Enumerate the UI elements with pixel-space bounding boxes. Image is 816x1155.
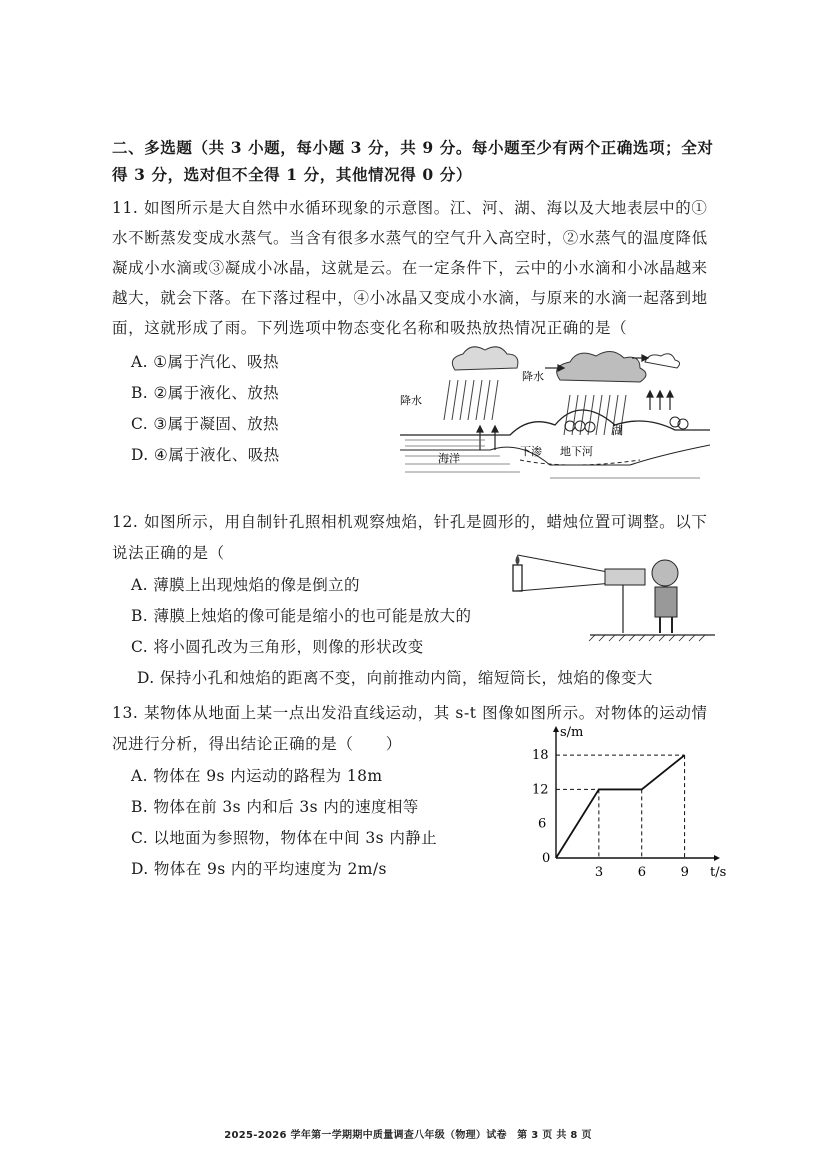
candle-flame xyxy=(516,555,520,565)
q13-stem-line2: 况进行分析，得出结论正确的是（ ） xyxy=(112,735,402,753)
pinhole-camera-figure xyxy=(505,545,715,645)
q11-stem-line4: 越大，就会下落。在下落过程中，④小冰晶又变成小水滴，与原来的水滴一起落到地 xyxy=(112,289,708,307)
cloud-right xyxy=(557,351,646,382)
candle xyxy=(513,565,522,591)
y-axis-arrow xyxy=(553,726,559,732)
water-cycle-figure xyxy=(400,340,710,490)
y-tick-label-12: 12 xyxy=(532,782,549,798)
q12-option-a[interactable]: A. 薄膜上出现烛焰的像是倒立的 xyxy=(131,576,360,594)
x-axis-label: t/s xyxy=(710,865,727,880)
x-tick-label-3: 3 xyxy=(594,865,604,880)
cloud-far-right xyxy=(645,354,680,368)
q11-option-a[interactable]: A. ①属于汽化、吸热 xyxy=(131,353,279,371)
x-axis-arrow xyxy=(714,855,720,861)
label-ocean: 海洋 xyxy=(438,452,460,465)
q13-option-a[interactable]: A. 物体在 9s 内运动的路程为 18m xyxy=(131,767,383,785)
st-chart xyxy=(520,725,727,880)
q12-stem-line1: 12. 如图所示，用自制针孔照相机观察烛焰，针孔是圆形的，蜡烛位置可调整。以下 xyxy=(112,513,708,531)
q13-option-b[interactable]: B. 物体在前 3s 内和后 3s 内的速度相等 xyxy=(131,798,419,816)
x-tick-label-6: 6 xyxy=(637,865,646,880)
q11-stem-line3: 凝成小水滴或③凝成小冰晶，这就是云。在一定条件下，云中的小水滴和小冰晶越来 xyxy=(112,259,708,277)
section-title-line1: 二、多选题（共 3 小题，每小题 3 分，共 9 分。每小题至少有两个正确选项；全对 xyxy=(112,138,714,157)
trees xyxy=(565,417,688,432)
q12-option-d[interactable]: D. 保持小孔和烛焰的距离不变，向前推动内筒，缩短筒长，烛焰的像变大 xyxy=(137,669,653,687)
q13-option-c[interactable]: C. 以地面为参照物，物体在中间 3s 内静止 xyxy=(131,829,438,847)
q11-option-b[interactable]: B. ②属于液化、放热 xyxy=(131,384,280,402)
q11-stem-line5: 面，这就形成了雨。下列选项中物态变化名称和吸热放热情况正确的是（ xyxy=(112,319,628,337)
y-tick-label-18: 18 xyxy=(532,748,549,764)
underground-river xyxy=(520,460,640,465)
q13-stem-line1: 13. 某物体从地面上某一点出发沿直线运动，其 s-t 图像如图所示。对物体的运动情 xyxy=(112,704,708,722)
observer-head xyxy=(652,560,678,586)
label-rain-right: 降水 xyxy=(522,370,544,383)
label-seep: 下渗 xyxy=(520,445,542,458)
section-title-line2: 得 3 分，选对但不全得 1 分，其他情况得 0 分） xyxy=(112,165,472,184)
cloud-left xyxy=(452,347,518,370)
label-lake: 湖 xyxy=(612,424,623,437)
q12-option-c[interactable]: C. 将小圆孔改为三角形，则像的形状改变 xyxy=(131,638,424,656)
page-footer: 2025-2026 学年第一学期期中质量调查八年级（物理）试卷 第 3 页 共 8 页 xyxy=(224,1130,592,1141)
y-axis-label: s/m xyxy=(560,725,584,740)
q12-stem-line2: 说法正确的是（ xyxy=(112,544,225,562)
label-rain-left: 降水 xyxy=(400,394,422,407)
series-line xyxy=(556,755,685,858)
camera-tube xyxy=(605,569,645,585)
x-tick-label-9: 9 xyxy=(680,865,689,880)
q11-option-c[interactable]: C. ③属于凝固、放热 xyxy=(131,415,279,433)
land-profile xyxy=(400,410,710,435)
rain-left-lines xyxy=(444,380,498,420)
q11-stem-line2: 水不断蒸发变成水蒸气。当含有很多水蒸气的空气升入高空时，②水蒸气的温度降低 xyxy=(112,229,708,247)
q11-stem-line1: 11. 如图所示是大自然中水循环现象的示意图。江、河、湖、海以及大地表层中的① xyxy=(112,199,708,217)
q12-option-b[interactable]: B. 薄膜上烛焰的像可能是缩小的也可能是放大的 xyxy=(131,607,472,625)
origin-label: 0 xyxy=(542,851,551,866)
label-groundwater: 地下河 xyxy=(560,445,593,458)
observer-body xyxy=(655,587,677,617)
q13-option-d[interactable]: D. 物体在 9s 内的平均速度为 2m/s xyxy=(131,860,387,878)
q11-option-d[interactable]: D. ④属于液化、吸热 xyxy=(131,446,280,464)
y-tick-label-6: 6 xyxy=(538,816,547,832)
